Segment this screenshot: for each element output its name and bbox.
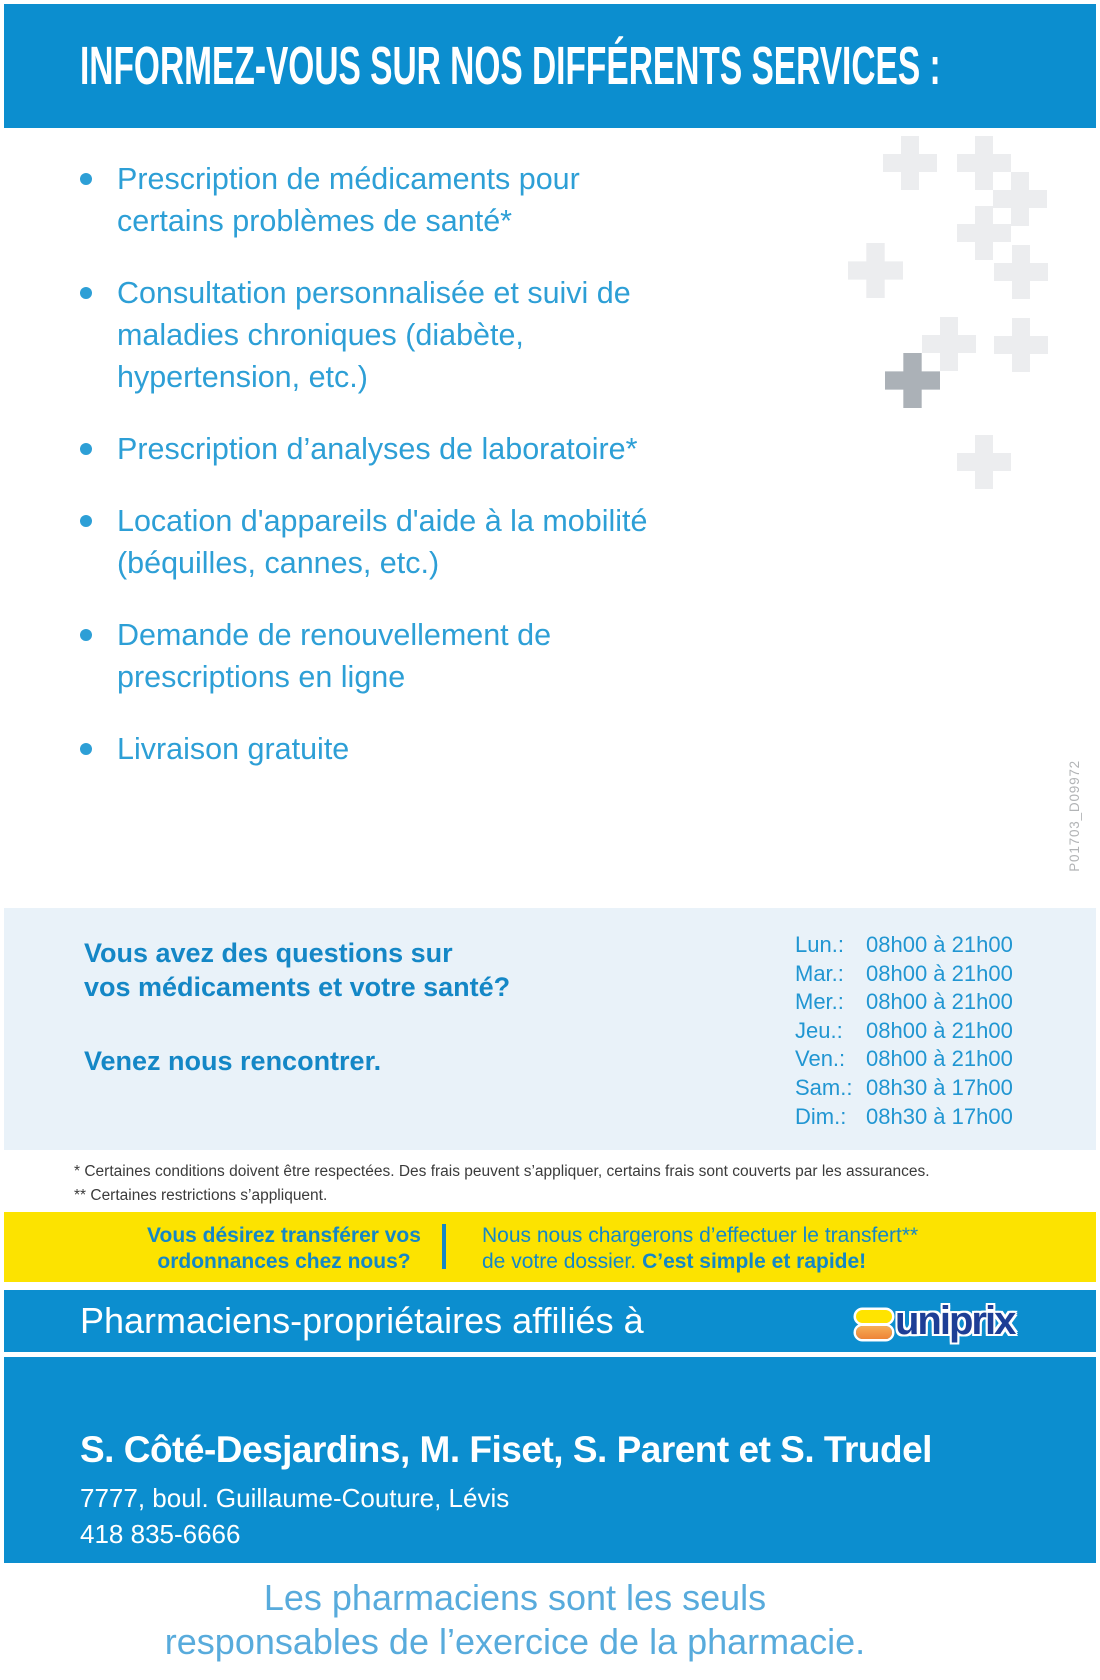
bullet-dot-icon (80, 743, 92, 755)
service-item (67, 614, 767, 698)
plus-icon (848, 243, 903, 298)
bullet-dot-icon (80, 173, 92, 185)
services-list (67, 158, 767, 800)
plus-icon (883, 136, 937, 190)
service-item (67, 272, 767, 398)
hours-row (795, 1104, 1013, 1133)
time-value: 08h30 à 17h00 (866, 1074, 1013, 1100)
hours-row (795, 1075, 1013, 1104)
day-label: Jeu.: (795, 1017, 843, 1043)
phone-number: 418 835-6666 (80, 1519, 241, 1549)
footnote: * Certaines conditions doivent être respectées. Des frais peuvent s’appliquer, certains frais sont couverts par les assurances. (74, 1163, 930, 1180)
plus-icon (994, 245, 1048, 299)
day-label: Sam.: (795, 1074, 853, 1100)
hours-row (795, 989, 1013, 1018)
owners-names: S. Côté-Desjardins, M. Fiset, S. Parent et S. Trudel (80, 1429, 932, 1470)
transfer-answer-bold: C’est simple et rapide! (642, 1249, 867, 1273)
contact-band (4, 1357, 1096, 1563)
questions-line: Vous avez des questions sur (84, 938, 453, 968)
header-band (4, 4, 1096, 128)
service-item-text: Location d'appareils d'aide à la mobilité (117, 504, 648, 538)
service-item-text: hypertension, etc.) (117, 360, 368, 394)
plus-icon (957, 206, 1011, 260)
print-code: P01703_D09972 (1067, 760, 1082, 872)
footer-line: responsables de l’exercice de la pharmacie. (164, 1621, 866, 1662)
service-item-text: Consultation personnalisée et suivi de (117, 276, 631, 310)
footnotes (74, 1160, 930, 1208)
plus-icon (957, 435, 1011, 489)
logo-bar-orange (856, 1326, 892, 1339)
service-item (67, 728, 767, 770)
affiliation-band (4, 1290, 1096, 1352)
time-value: 08h00 à 21h00 (866, 1046, 1013, 1072)
service-item (67, 500, 767, 584)
time-value: 08h00 à 21h00 (866, 1017, 1013, 1043)
day-label: Dim.: (795, 1103, 847, 1129)
transfer-answer-line: Nous nous chargerons d’effectuer le transfert** (482, 1224, 919, 1247)
time-value: 08h00 à 21h00 (866, 960, 1013, 986)
service-item-text: certains problèmes de santé* (117, 204, 513, 238)
footer-line: Les pharmaciens sont les seuls (263, 1577, 767, 1618)
service-item-text: Demande de renouvellement de (117, 618, 552, 652)
hours-row (795, 1046, 1013, 1075)
plus-icon (957, 136, 1011, 190)
divider (442, 1224, 446, 1269)
footnote: ** Certaines restrictions s’appliquent. (74, 1187, 328, 1204)
uniprix-logo (856, 1299, 1014, 1343)
transfer-banner (4, 1212, 1096, 1282)
bullet-dot-icon (80, 287, 92, 299)
service-item-text: maladies chroniques (diabète, (117, 318, 524, 352)
transfer-answer (482, 1223, 918, 1274)
questions-heading (84, 936, 510, 1004)
transfer-question (64, 1223, 504, 1274)
service-item (67, 158, 767, 242)
plus-icon (922, 317, 976, 371)
plus-icon (993, 172, 1047, 226)
logo-bars-icon (856, 1310, 892, 1339)
bullet-dot-icon (80, 443, 92, 455)
logo-wordmark: uniprix (895, 1299, 1015, 1343)
plus-icon (994, 318, 1048, 372)
time-value: 08h00 à 21h00 (866, 989, 1013, 1015)
day-label: Lun.: (795, 932, 844, 957)
hours-row (795, 1018, 1013, 1047)
questions-line: vos médicaments et votre santé? (84, 972, 511, 1002)
affiliation-label: Pharmaciens-propriétaires affiliés à (80, 1300, 644, 1341)
transfer-answer-line (482, 1249, 918, 1275)
service-item-text: Livraison gratuite (117, 732, 350, 766)
logo-bar-yellow (856, 1310, 892, 1323)
service-item (67, 428, 767, 470)
hours-row (795, 932, 1013, 961)
hours-row (795, 961, 1013, 990)
bullet-dot-icon (80, 629, 92, 641)
time-value: 08h30 à 17h00 (866, 1103, 1013, 1129)
transfer-answer-regular: de votre dossier. (482, 1249, 637, 1273)
day-label: Mer.: (795, 989, 844, 1015)
service-item-text: (béquilles, cannes, etc.) (117, 546, 440, 580)
meet-cta: Venez nous rencontrer. (84, 1046, 382, 1076)
service-item-text: Prescription d’analyses de laboratoire* (117, 432, 638, 466)
transfer-question-line: ordonnances chez nous? (157, 1249, 411, 1273)
page-title: INFORMEZ-VOUS SUR NOS DIFFÉRENTS SERVICES : (80, 36, 941, 96)
time-value: 08h00 à 21h00 (866, 932, 1013, 957)
transfer-question-line: Vous désirez transférer vos (147, 1224, 421, 1247)
plus-icon (885, 353, 940, 408)
hours-table (795, 932, 1013, 1132)
day-label: Ven.: (795, 1046, 846, 1072)
service-item-text: prescriptions en ligne (117, 660, 406, 694)
footer-disclaimer (0, 1576, 1030, 1664)
meet-band (4, 908, 1096, 1150)
address: 7777, boul. Guillaume-Couture, Lévis (80, 1483, 510, 1513)
day-label: Mar.: (795, 960, 844, 986)
bullet-dot-icon (80, 515, 92, 527)
service-item-text: Prescription de médicaments pour (117, 162, 580, 196)
